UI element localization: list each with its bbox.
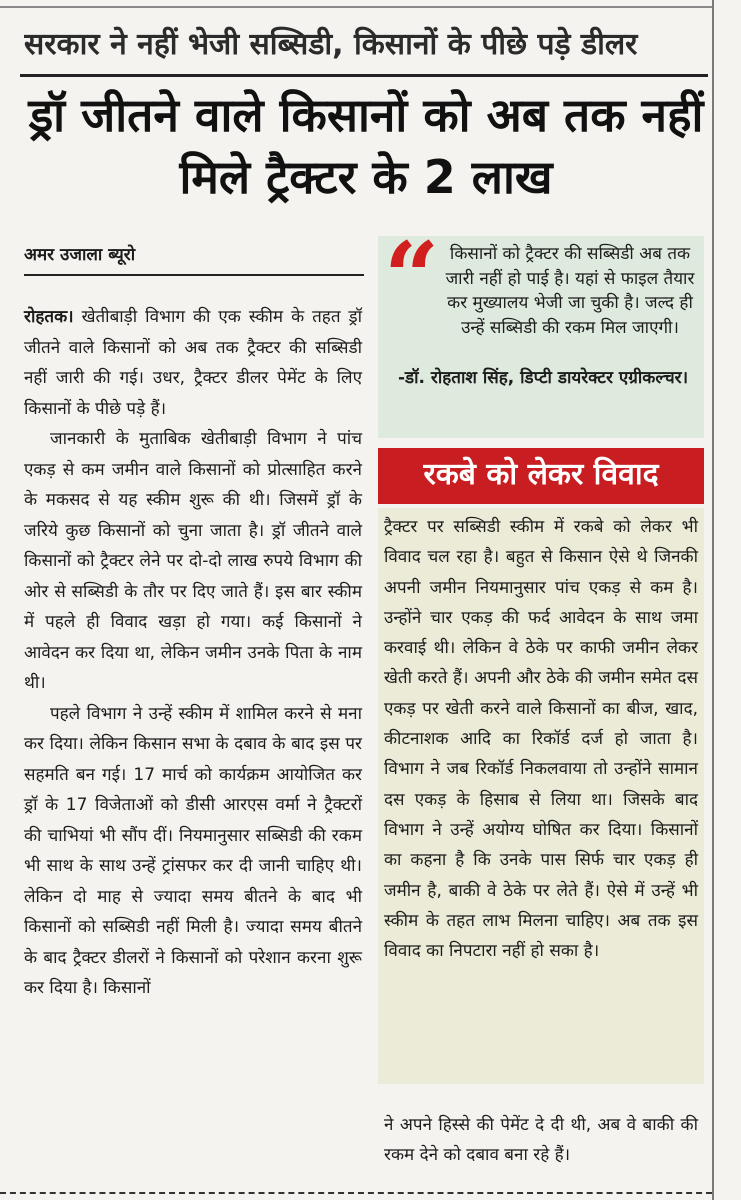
pull-quote-attribution: -डॉ. रोहताश सिंह, डिप्टी डायरेक्टर एग्रीकल्चर। [397,368,689,388]
main-headline: ड्रॉ जीतने वाले किसानों को अब तक नहीं मिले ट्रैक्टर के 2 लाख [28,88,704,204]
paragraph-1-text: खेतीबाड़ी विभाग की एक स्कीम के तहत ड्रॉ जीतने वाले किसानों को अब तक ट्रैक्टर की सब्सिडी नहीं जारी की गई। उधर, ट्रैक्टर डीलर पेमेंट के लिए किसानों के पीछे पड़े हैं। [24,307,363,419]
paragraph-1 [24,302,362,424]
paragraph-2: जानकारी के मुताबिक खेतीबाड़ी विभाग ने पांच एकड़ से कम जमीन वाले किसानों को प्रोत्साहित करने के मकसद से यह स्कीम शुरू की थी। जिसमें ड्रॉ के जरिये कुछ किसानों को चुना जाता है। ड्रॉ जीतने वाले किसानों को ट्रैक्टर लेने पर दो-दो लाख रुपये विभाग की ओर से सब्सिडी के तौर पर दिए जाते हैं। इस बार स्कीम में पहले ही विवाद खड़ा हो गया। कई किसानों ने आवेदन कर दिया था, लेकिन जमीन उनके पिता के नाम थी। [24,429,362,693]
right-border-line [712,0,714,1200]
pull-quote-box [378,221,704,438]
byline-rule [24,274,364,276]
byline: अमर उजाला ब्यूरो [24,245,136,265]
kicker-rule [20,74,708,77]
pull-quote-text: किसानों को ट्रैक्टर की सब्सिडी अब तक जारी नहीं हो पाई है। यहां से फाइल तैयार कर मुख्यालय भेजी जा चुकी है। जल्द ही उन्हें सब्सिडी की रकम मिल जाएगी। [445,244,695,338]
subhead-band [378,448,704,504]
body-column-left [24,302,362,1004]
kicker-headline: सरकार ने नहीं भेजी सब्सिडी, किसानों के पीछे पड़े डीलर [24,27,638,62]
quote-mark-icon: “ [384,221,440,334]
paragraph-3: पहले विभाग ने उन्हें स्कीम में शामिल करने से मना कर दिया। लेकिन किसान सभा के दबाव के बाद इस पर सहमति बन गई। 17 मार्च को कार्यक्रम आयोजित कर ड्रॉ के 17 विजेताओं को डीसी आरएस वर्मा ने ट्रैक्टरों की चाभियां भी सौंप दीं। नियमानुसार सब्सिडी की रकम भी साथ के साथ उन्हें ट्रांसफर कर दी जानी चाहिए थी। लेकिन दो माह से ज्यादा समय बीतने के बाद भी किसानों को सब्सिडी नहीं मिली है। ज्यादा समय बीतने के बाद ट्रैक्टर डीलरों ने किसानों को परेशान करना शुरू कर दिया है। किसानों [24,703,362,998]
dashed-cut-line [0,1192,712,1194]
dateline: रोहतक। [24,307,74,327]
subhead-text: रकबे को लेकर विवाद [423,457,659,492]
continued-text: ने अपने हिस्से की पेमेंट दे दी थी, अब वे बाकी की रकम देने को दबाव बना रहे हैं। [384,1115,698,1165]
top-rule [0,6,712,8]
sidebar-body-text: ट्रैक्टर पर सब्सिडी स्कीम में रकबे को लेकर भी विवाद चल रहा है। बहुत से किसान ऐसे थे जिनकी अपनी जमीन नियमानुसार पांच एकड़ से कम है। उन्होंने चार एकड़ की फर्द आवेदन के साथ जमा करवाई थी। लेकिन वे ठेके पर काफी जमीन लेकर खेती करते हैं। अपनी और ठेके की जमीन समेत दस एकड़ पर खेती करने वाले किसानों का बीज, खाद, कीटनाशक आदि का रिकॉर्ड दर्ज हो जाता है। विभाग ने जब रिकॉर्ड निकलवाया तो उन्होंने सामान दस एकड़ के हिसाब से लिया था। जिसके बाद विभाग ने उन्हें अयोग्य घोषित कर दिया। किसानों का कहना है कि उनके पास सिर्फ चार एकड़ ही जमीन है, बाकी वे ठेके पर लेते हैं। ऐसे में उन्हें भी स्कीम के तहत लाभ मिलना चाहिए। अब तक इस विवाद का निपटारा नहीं हो सका है। [384,517,698,962]
